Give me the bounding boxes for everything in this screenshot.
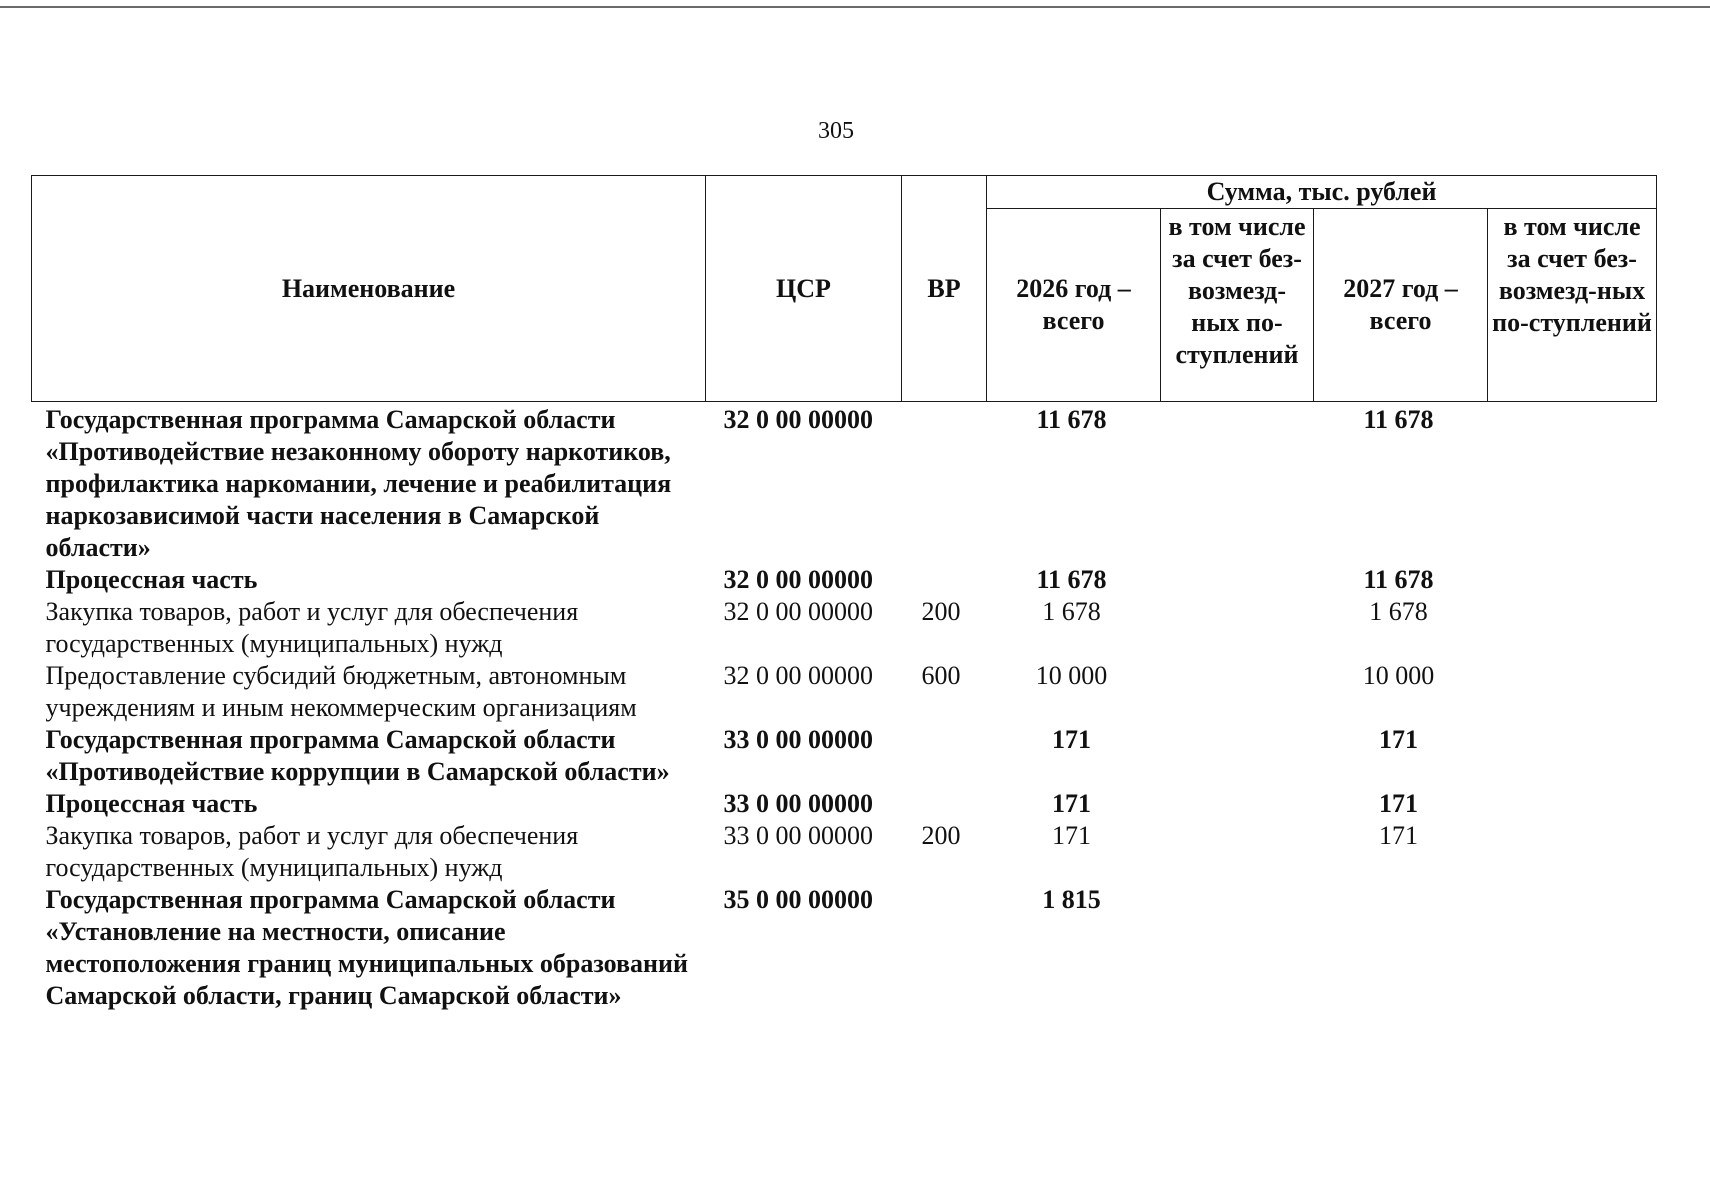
table-row — [32, 884, 1657, 1012]
row-2027-free-cell — [1488, 820, 1657, 884]
row-2026-total-cell: 171 — [1052, 821, 1091, 850]
row-name-cell: Государственная программа Самарской области «Установление на местности, описание местоположения границ муниципальных образований Самарской области, границ Самарской области» — [45, 885, 688, 1010]
header-name: Наименование — [32, 176, 706, 402]
row-2027-total-cell — [1314, 884, 1488, 1012]
row-name-cell: Закупка товаров, работ и услуг для обеспечения государственных (муниципальных) нужд — [45, 597, 579, 658]
table-row — [32, 660, 1657, 724]
row-2027-free-cell — [1488, 596, 1657, 660]
row-name-cell: Процессная часть — [45, 789, 258, 818]
header-vr: ВР — [902, 176, 987, 402]
table-row — [32, 788, 1657, 820]
page-number: 305 — [818, 118, 854, 144]
row-vr-cell — [902, 564, 987, 596]
table-row — [32, 596, 1657, 660]
row-2027-total-cell: 1 678 — [1369, 597, 1428, 626]
budget-table — [31, 175, 1657, 1012]
table-row — [32, 402, 1657, 565]
row-2027-free-cell — [1488, 724, 1657, 788]
row-2027-total-cell: 171 — [1379, 821, 1418, 850]
row-2027-free-cell — [1488, 788, 1657, 820]
row-vr-cell — [902, 884, 987, 1012]
row-2026-free-cell — [1161, 884, 1314, 1012]
row-2027-total-cell: 11 678 — [1363, 405, 1434, 434]
row-vr-cell — [902, 402, 987, 565]
row-2026-free-cell — [1161, 596, 1314, 660]
table-row — [32, 724, 1657, 788]
row-csr-cell: 33 0 00 00000 — [723, 821, 873, 850]
header-csr: ЦСР — [706, 176, 902, 402]
row-name-cell: Государственная программа Самарской области «Противодействие коррупции в Самарской области» — [45, 725, 670, 786]
row-vr-cell — [902, 724, 987, 788]
scan-edge-line — [0, 6, 1710, 8]
row-vr-cell: 200 — [921, 597, 961, 626]
row-2026-total-cell: 171 — [1052, 789, 1091, 818]
row-name-cell: Государственная программа Самарской области «Противодействие незаконному обороту наркотиков, профилактика наркомании, лечение и реабилитация наркозависимой части населения в Самарской области» — [45, 405, 672, 562]
row-name-cell: Закупка товаров, работ и услуг для обеспечения государственных (муниципальных) нужд — [45, 821, 579, 882]
row-2026-total-cell: 1 815 — [1042, 885, 1101, 914]
row-csr-cell: 32 0 00 00000 — [723, 597, 873, 626]
row-2027-total-cell: 11 678 — [1363, 565, 1434, 594]
row-csr-cell: 33 0 00 00000 — [723, 725, 873, 754]
row-vr-cell: 600 — [921, 661, 961, 690]
row-2027-total-cell: 171 — [1379, 789, 1418, 818]
row-csr-cell: 32 0 00 00000 — [723, 565, 873, 594]
row-2027-total-cell: 171 — [1379, 725, 1418, 754]
row-2027-free-cell — [1488, 564, 1657, 596]
row-2026-free-cell — [1161, 820, 1314, 884]
row-2027-total-cell: 10 000 — [1362, 661, 1435, 690]
header-sum-group: Сумма, тыс. рублей — [987, 176, 1657, 209]
row-2026-total-cell: 10 000 — [1035, 661, 1108, 690]
row-vr-cell: 200 — [921, 821, 961, 850]
row-name-cell: Процессная часть — [45, 565, 258, 594]
row-2026-free-cell — [1161, 402, 1314, 565]
row-csr-cell: 32 0 00 00000 — [723, 405, 873, 434]
row-2026-total-cell: 1 678 — [1042, 597, 1101, 626]
row-csr-cell: 35 0 00 00000 — [723, 885, 873, 914]
row-csr-cell: 33 0 00 00000 — [723, 789, 873, 818]
row-2027-free-cell — [1488, 884, 1657, 1012]
row-csr-cell: 32 0 00 00000 — [723, 661, 873, 690]
row-2026-free-cell — [1161, 564, 1314, 596]
row-2026-total-cell: 171 — [1052, 725, 1091, 754]
header-2026-free: в том числе за счет без-возмезд-ных по-ступлений — [1161, 209, 1314, 402]
row-2027-free-cell — [1488, 402, 1657, 565]
row-2026-total-cell: 11 678 — [1036, 405, 1107, 434]
row-2027-free-cell — [1488, 660, 1657, 724]
table-header — [32, 176, 1657, 402]
table-row — [32, 564, 1657, 596]
row-2026-free-cell — [1161, 660, 1314, 724]
row-2026-free-cell — [1161, 788, 1314, 820]
row-2026-free-cell — [1161, 724, 1314, 788]
table-body — [32, 402, 1657, 1013]
header-2027-free: в том числе за счет без-возмезд-ных по-ступлений — [1488, 209, 1657, 402]
header-2027-total: 2027 год – всего — [1314, 209, 1488, 402]
row-vr-cell — [902, 788, 987, 820]
row-name-cell: Предоставление субсидий бюджетным, автономным учреждениям и иным некоммерческим организациям — [45, 661, 637, 722]
row-2026-total-cell: 11 678 — [1036, 565, 1107, 594]
table-row — [32, 820, 1657, 884]
header-2026-total: 2026 год – всего — [987, 209, 1161, 402]
